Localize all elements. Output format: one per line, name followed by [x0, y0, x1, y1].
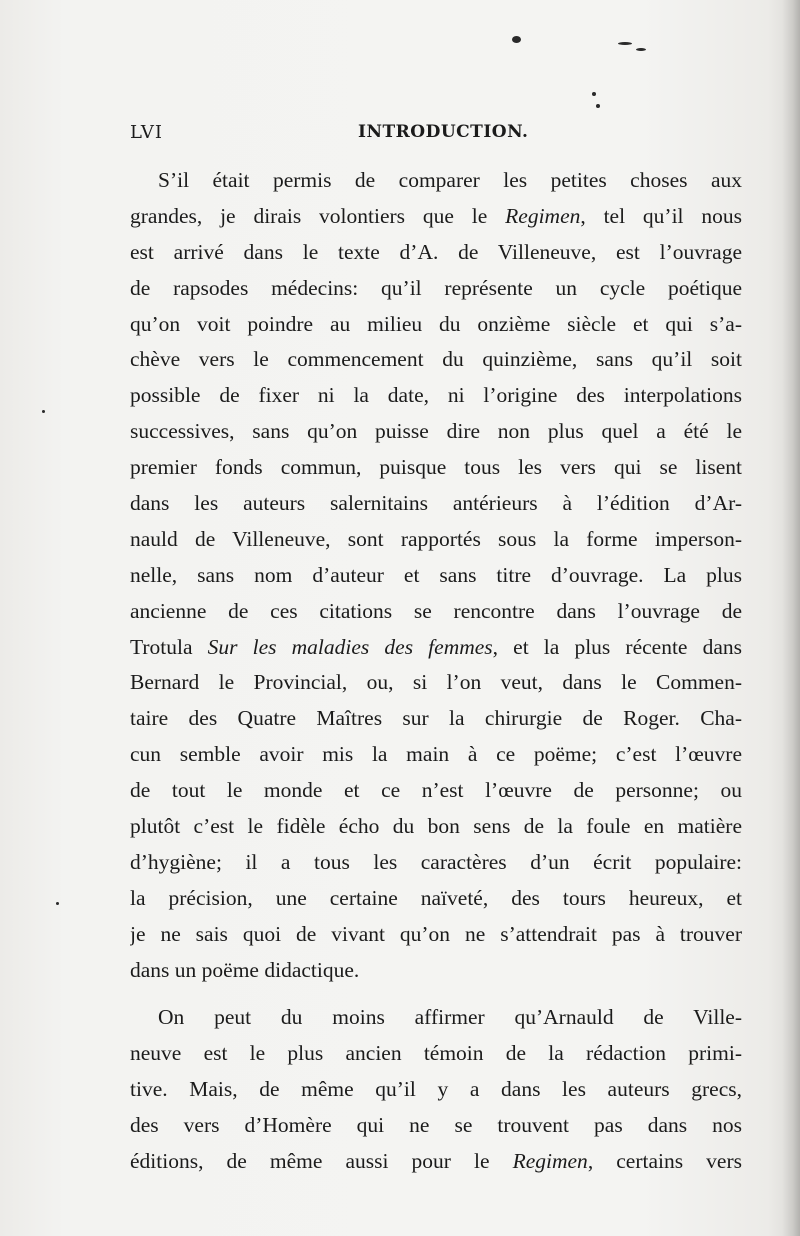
- ink-speck: [512, 36, 521, 43]
- text-line: dans un poëme didactique.: [130, 957, 360, 982]
- text-line: d’hygiène; il a tous les caractères d’un écrit populaire:: [130, 849, 742, 874]
- text-line: possible de fixer ni la date, ni l’origine des interpolations: [130, 383, 742, 408]
- text-line: ancienne de ces citations se rencontre dans l’ouvrage de: [130, 598, 742, 623]
- text-line: des vers d’Homère qui ne se trouvent pas dans nos: [130, 1113, 742, 1138]
- italic-title: Sur les maladies des femmes: [207, 634, 493, 659]
- body-text: [130, 163, 742, 1180]
- ink-speck: [592, 92, 596, 96]
- text-line: la précision, une certaine naïveté, des tours heureux, et: [130, 885, 742, 910]
- text-line: Trotula Sur les maladies des femmes, et la plus récente dans: [130, 634, 742, 659]
- text-line: est arrivé dans le texte d’A. de Villeneuve, est l’ouvrage: [130, 239, 742, 264]
- paragraph-2: [130, 1000, 742, 1179]
- ink-speck: [596, 104, 600, 108]
- italic-title: Regimen: [512, 1149, 588, 1174]
- ink-speck: [636, 48, 646, 51]
- text-line: Bernard le Provincial, ou, si l’on veut, dans le Commen-: [130, 670, 742, 695]
- text-line: taire des Quatre Maîtres sur la chirurgie de Roger. Cha-: [130, 706, 742, 731]
- ink-speck: [42, 410, 45, 413]
- text-line: plutôt c’est le fidèle écho du bon sens de la foule en matière: [130, 814, 742, 839]
- text-line: On peut du moins affirmer qu’Arnauld de Ville-: [158, 1005, 742, 1030]
- page-number: LVI: [130, 122, 163, 143]
- text-line: premier fonds commun, puisque tous les vers qui se lisent: [130, 455, 742, 480]
- page-edge-shadow: [782, 0, 800, 1236]
- text-line: de rapsodes médecins: qu’il représente un cycle poétique: [130, 275, 742, 300]
- text-line: grandes, je dirais volontiers que le Regimen, tel qu’il nous: [130, 203, 742, 228]
- text-line: chève vers le commencement du quinzième, sans qu’il soit: [130, 347, 742, 372]
- text-line: qu’on voit poindre au milieu du onzième siècle et qui s’a-: [130, 311, 742, 336]
- text-line: tive. Mais, de même qu’il y a dans les auteurs grecs,: [130, 1077, 742, 1102]
- text-line: dans les auteurs salernitains antérieurs à l’édition d’Ar-: [130, 491, 742, 516]
- page-header: [130, 122, 742, 152]
- ink-speck: [56, 902, 59, 905]
- ink-speck: [618, 42, 632, 45]
- paragraph-gap: [130, 988, 742, 1000]
- paragraph-1: [130, 163, 742, 988]
- text-line: neuve est le plus ancien témoin de la rédaction primi-: [130, 1041, 742, 1066]
- italic-title: Regimen: [505, 203, 581, 228]
- text-line: de tout le monde et ce n’est l’œuvre de personne; ou: [130, 778, 742, 803]
- text-line: éditions, de même aussi pour le Regimen, certains vers: [130, 1149, 742, 1174]
- text-line: S’il était permis de comparer les petites choses aux: [158, 168, 742, 192]
- running-head: INTRODUCTION.: [358, 122, 529, 142]
- text-line: successives, sans qu’on puisse dire non plus quel a été le: [130, 419, 742, 444]
- text-line: nelle, sans nom d’auteur et sans titre d’ouvrage. La plus: [130, 562, 742, 587]
- text-line: je ne sais quoi de vivant qu’on ne s’attendrait pas à trouver: [130, 921, 742, 946]
- text-line: nauld de Villeneuve, sont rapportés sous la forme imperson-: [130, 526, 742, 551]
- text-line: cun semble avoir mis la main à ce poëme; c’est l’œuvre: [130, 742, 742, 767]
